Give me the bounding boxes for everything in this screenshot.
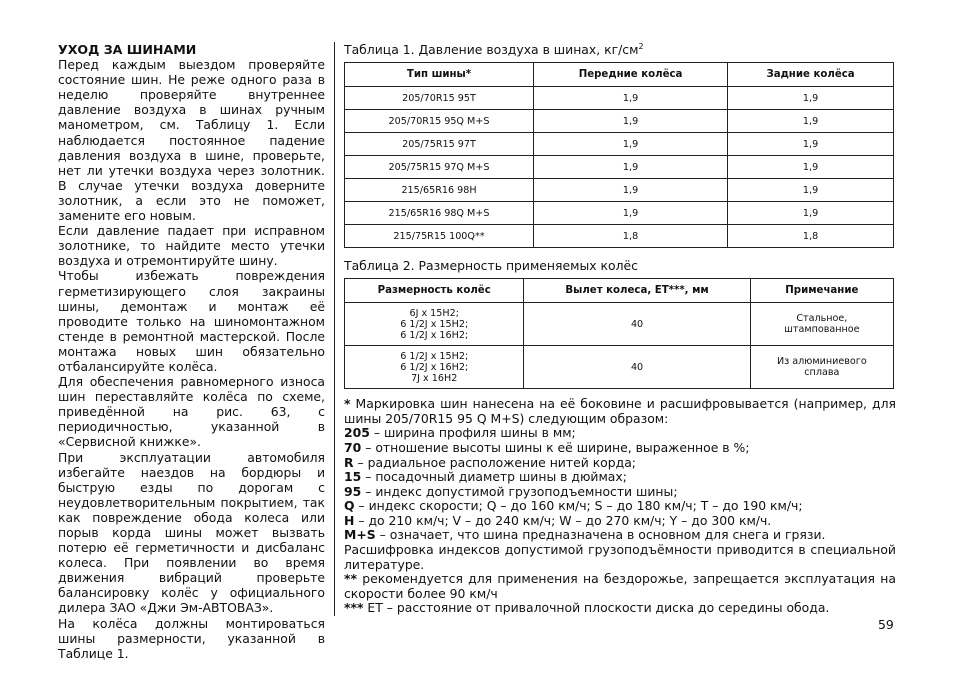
table-cell: 205/75R15 97T — [345, 133, 534, 156]
table-cell: 215/75R15 100Q** — [345, 225, 534, 248]
table-cell: 205/75R15 97Q M+S — [345, 156, 534, 179]
table-cell: 205/70R15 95Q M+S — [345, 110, 534, 133]
table-cell: 205/70R15 95T — [345, 87, 534, 110]
note-line: Q – индекс скорости; Q – до 160 км/ч; S – до 180 км/ч; T – до 190 км/ч; — [344, 498, 803, 514]
table-header: Тип шины* — [345, 63, 534, 87]
paragraph: На колёса должны монтироваться шины размерности, указанной в Таблице 1. — [58, 615, 325, 661]
table-cell: 40 — [524, 346, 750, 389]
table-cell: 1,9 — [728, 87, 894, 110]
paragraph: При эксплуатации автомобиля избегайте наездов на бордюры и быструю езды по дорогам с неудовлетворительным покрытием, так как повреждение обода колеса или порыв корда шины может вызвать потерю её герметичности и дисбаланс колеса. При появлении во время движения вибраций проверьте балансировку колёс у официального дилера ЗАО «Джи Эм-АВТОВАЗ». — [58, 449, 325, 616]
column-divider — [334, 42, 335, 616]
paragraph: Перед каждым выездом проверяйте состояние шин. Не реже одного раза в неделю проверяйте внутреннее давление воздуха в шинах ручным манометром, см. Таблицу 1. Если наблюдается постоянное падение давления воздуха в шине, проверьте, нет ли утечки воздуха через золотник. В случае утечки воздуха доверните золотник, а если это не поможет, замените его новым. — [58, 57, 325, 224]
note-line: R – радиальное расположение нитей корда; — [344, 454, 636, 470]
note-line: ** рекомендуется для применения на бездорожье, запрещается эксплуатация на скорости более 90 км/ч — [344, 571, 896, 601]
table-cell: 1,8 — [728, 225, 894, 248]
paragraph: Для обеспечения равномерного износа шин переставляйте колёса по схеме, приведённой на рис. 63, с периодичностью, указанной в «Сервисной книжке». — [58, 374, 325, 450]
table-row — [345, 303, 894, 346]
table-cell: 1,9 — [728, 110, 894, 133]
paragraph: Чтобы избежать повреждения герметизирующего слоя закраины шины, демонтаж и монтаж её проводите только на шиномонтажном стенде в ремонтной мастерской. После монтажа новых шин обязательно отбалансируйте колёса. — [58, 268, 325, 374]
table-row — [345, 346, 894, 389]
table-row — [345, 110, 894, 133]
table1-caption: Таблица 1. Давление воздуха в шинах, $кг/см^2$ — [344, 42, 644, 58]
table-cell: 6J x 15H2; 6 1/2J x 15H2; 6 1/2J x 16H2; — [345, 303, 524, 346]
table-cell: 215/65R16 98H — [345, 179, 534, 202]
note-line: 205 – ширина профиля шины в мм; — [344, 425, 576, 441]
table-header: Примечание — [750, 279, 893, 303]
table-cell: 1,9 — [728, 179, 894, 202]
table-cell: 1,9 — [534, 110, 728, 133]
table-header: Задние колёса — [728, 63, 894, 87]
table-cell: Из алюминиевого сплава — [750, 346, 893, 389]
table-cell: 1,9 — [728, 202, 894, 225]
table-row — [345, 133, 894, 156]
note-line: *** ET – расстояние от привалочной плоскости диска до середины обода. — [344, 600, 830, 616]
note-line: 95 – индекс допустимой грузоподъемности шины; — [344, 483, 678, 499]
table-cell: 215/65R16 98Q M+S — [345, 202, 534, 225]
table-cell: 40 — [524, 303, 750, 346]
note-line: * Маркировка шин нанесена на её боковине и расшифровывается (например, для шины 205/70R15 95 Q M+S) следующим образом: — [344, 396, 896, 426]
table-cell: 1,9 — [534, 87, 728, 110]
table-cell: 1,8 — [534, 225, 728, 248]
table-row — [345, 179, 894, 202]
table-header: Вылет колеса, ET***, мм — [524, 279, 750, 303]
page-number: 59 — [878, 617, 894, 632]
table-cell: Стальное, штампованное — [750, 303, 893, 346]
table-cell: 1,9 — [534, 133, 728, 156]
table-header: Размерность колёс — [345, 279, 524, 303]
note-line: Расшифровка индексов допустимой грузоподъёмности приводится в специальной литературе. — [344, 542, 896, 572]
table2-caption: Таблица 2. Размерность применяемых колёс — [344, 258, 638, 274]
table-header: Передние колёса — [534, 63, 728, 87]
note-line: H – до 210 км/ч; V – до 240 км/ч; W – до 270 км/ч; Y – до 300 км/ч. — [344, 512, 772, 528]
note-line: M+S – означает, что шина предназначена в основном для снега и грязи. — [344, 527, 826, 543]
section-heading: УХОД ЗА ШИНАМИ — [58, 42, 197, 57]
note-line: 15 – посадочный диаметр шины в дюймах; — [344, 469, 627, 485]
table-row — [345, 156, 894, 179]
left-column — [58, 42, 325, 661]
table-row — [345, 202, 894, 225]
table-cell: 1,9 — [534, 202, 728, 225]
tire-pressure-table — [344, 62, 894, 248]
paragraph: Если давление падает при исправном золотнике, то найдите место утечки воздуха и отремонтируйте шину. — [58, 223, 325, 269]
footnotes — [344, 397, 896, 616]
table-row — [345, 87, 894, 110]
table-cell: 1,9 — [728, 133, 894, 156]
note-line: 70 – отношение высоты шины к её ширине, выраженное в %; — [344, 439, 750, 455]
table-cell: 1,9 — [534, 179, 728, 202]
table-cell: 6 1/2J x 15H2; 6 1/2J x 16H2; 7J x 16H2 — [345, 346, 524, 389]
table-row — [345, 225, 894, 248]
table-cell: 1,9 — [728, 156, 894, 179]
wheel-size-table — [344, 278, 894, 389]
right-column — [344, 42, 896, 616]
table-cell: 1,9 — [534, 156, 728, 179]
